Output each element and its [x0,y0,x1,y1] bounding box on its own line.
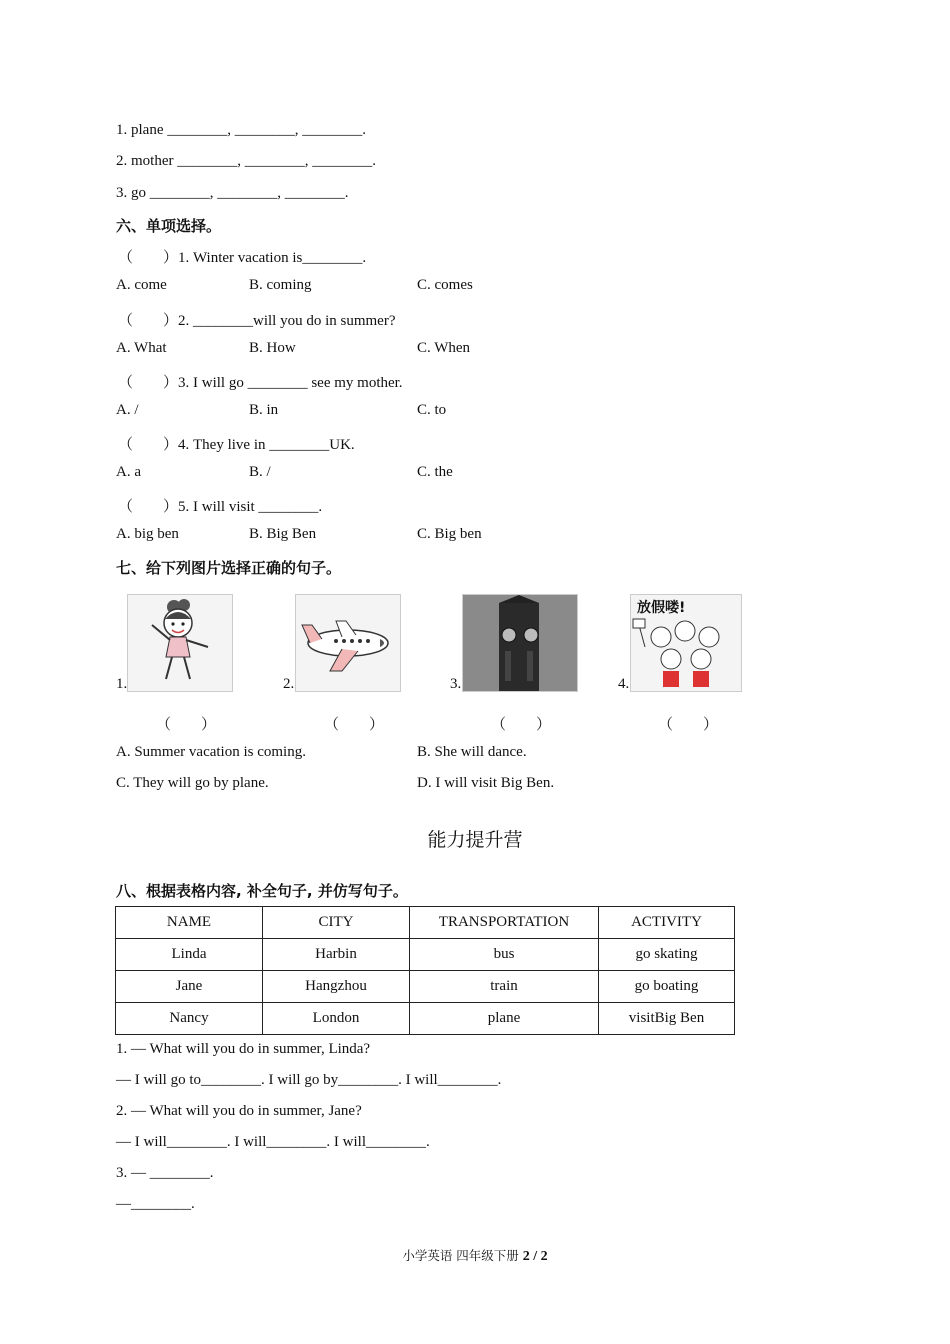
page-separator: / [529,1249,541,1264]
table-cell: Nancy [116,1003,263,1035]
info-table [115,906,735,1035]
q3-option-b: B. in [249,402,279,418]
table-row [116,1003,735,1035]
section-8-title: 八、根据表格内容, 补全句子, 并仿写句子。 [116,882,408,900]
airplane-image [295,594,401,692]
exercise-line-5: 3. — ________. [116,1165,214,1181]
q1-option-c: C. comes [417,277,473,293]
table-header: CITY [263,907,410,939]
section-6-title: 六、单项选择。 [116,217,222,235]
picture-3-number: 3. [450,676,462,692]
picture-1-number: 1. [116,676,128,692]
q2-option-a: A. What [116,340,167,356]
picture-2-number: 2. [283,676,295,692]
q5-option-c: C. Big ben [417,526,482,542]
page-number: 2 [522,1249,530,1264]
ability-section-title: 能力提升营 [427,829,523,851]
table-cell: plane [410,1003,599,1035]
picture-option-a: A. Summer vacation is coming. [116,744,306,760]
table-cell: train [410,971,599,1003]
question-5: （ ）5. I will visit ________. [118,499,323,515]
q1-option-b: B. coming [249,277,312,293]
table-header-row [116,907,735,939]
table-row [116,971,735,1003]
table-cell: Jane [116,971,263,1003]
word-line-2: 2. mother ________, ________, ________. [116,153,376,169]
page-footer [0,1246,950,1265]
table-cell: go boating [599,971,735,1003]
exercise-line-1: 1. — What will you do in summer, Linda? [116,1041,371,1057]
table-cell: Linda [116,939,263,971]
table-cell: Hangzhou [263,971,410,1003]
table-header: TRANSPORTATION [410,907,599,939]
picture-4-answer[interactable]: （ ） [658,717,719,733]
q3-option-a: A. / [116,402,139,418]
picture-3-answer[interactable]: （ ） [491,717,552,733]
q4-option-a: A. a [116,464,141,480]
page-total: 2 [540,1249,548,1264]
q5-option-b: B. Big Ben [249,526,317,542]
dancing-girl-image [127,594,233,692]
picture-2-answer[interactable]: （ ） [324,717,385,733]
table-cell: Harbin [263,939,410,971]
q2-option-b: B. How [249,340,296,356]
q1-option-a: A. come [116,277,167,293]
table-cell: go skating [599,939,735,971]
exercise-line-4: — I will________. I will________. I will________. [116,1134,430,1150]
section-7-title: 七、给下列图片选择正确的句子。 [116,559,342,577]
question-1: （ ）1. Winter vacation is________. [118,250,367,266]
question-2: （ ）2. ________will you do in summer? [118,313,396,329]
table-cell: visitBig Ben [599,1003,735,1035]
table-header: ACTIVITY [599,907,735,939]
picture-option-b: B. She will dance. [417,744,527,760]
picture-option-d: D. I will visit Big Ben. [417,775,555,791]
q2-option-c: C. When [417,340,471,356]
q5-option-a: A. big ben [116,526,179,542]
q4-option-b: B. / [249,464,271,480]
table-header: NAME [116,907,263,939]
exercise-line-6: —________. [116,1196,195,1212]
table-cell: bus [410,939,599,971]
q3-option-c: C. to [417,402,447,418]
word-line-1: 1. plane ________, ________, ________. [116,122,366,138]
question-3: （ ）3. I will go ________ see my mother. [118,375,403,391]
q4-option-c: C. the [417,464,453,480]
picture-option-c: C. They will go by plane. [116,775,269,791]
word-line-3: 3. go ________, ________, ________. [116,185,349,201]
question-4: （ ）4. They live in ________UK. [118,437,355,453]
exercise-line-2: — I will go to________. I will go by________. I will________. [116,1072,502,1088]
children-celebrating-image [630,594,742,692]
table-row [116,939,735,971]
exercise-line-3: 2. — What will you do in summer, Jane? [116,1103,362,1119]
holiday-sign-text: 放假喽! [637,600,686,616]
big-ben-image [462,594,578,692]
footer-text: 小学英语 四年级下册 [402,1248,519,1263]
picture-1-answer[interactable]: （ ） [156,717,217,733]
table-cell: London [263,1003,410,1035]
picture-4-number: 4. [618,676,630,692]
